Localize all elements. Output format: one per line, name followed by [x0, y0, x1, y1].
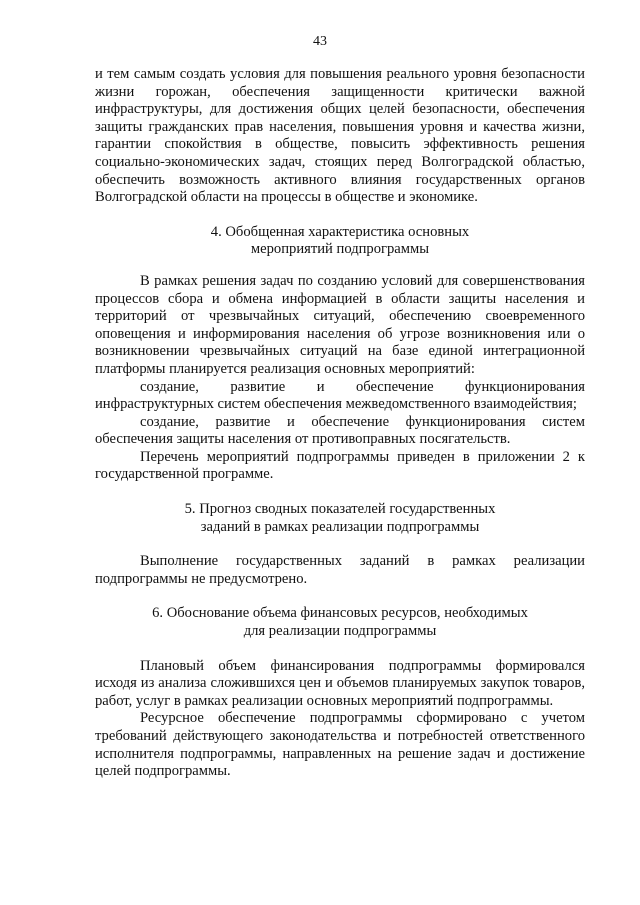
section-6-heading-line2: для реализации подпрограммы	[243, 623, 437, 640]
section-6-paragraph-2: Ресурсное обеспечение подпрограммы сформировано с учетом требований действующего законодательства и потребностей ответственного исполнителя подпрограммы, направленных на решение задач и достижение целей подпрограммы.	[95, 710, 585, 780]
section-6-heading	[95, 605, 585, 640]
section-4-paragraph-3: создание, развитие и обеспечение функционирования систем обеспечения защиты населения от противоправных посягательств.	[95, 413, 585, 448]
section-5-heading-line2: заданий в рамках реализации подпрограммы	[200, 518, 480, 535]
page-content	[95, 66, 585, 781]
section-4-heading-line1: 4. Обобщенная характеристика основных	[210, 223, 470, 240]
section-4-paragraph-4: Перечень мероприятий подпрограммы приведен в приложении 2 к государственной программе.	[95, 448, 585, 483]
section-6-heading-line1: 6. Обоснование объема финансовых ресурсов, необходимых	[152, 605, 528, 622]
page-number: 43	[313, 34, 327, 49]
section-5-paragraph-1: Выполнение государственных заданий в рамках реализации подпрограммы не предусмотрено.	[95, 553, 585, 587]
section-5-heading-line1: 5. Прогноз сводных показателей государственных	[184, 501, 496, 518]
section-4-paragraph-1: В рамках решения задач по созданию условий для совершенствования процессов сбора и обмена информацией в области защиты населения и территорий от чрезвычайных ситуаций, обеспечению своевременного оповещения и информирования населения об угрозе возникновения или о возникновении чрезвычайных ситуаций на базе единой интеграционной платформы планируется реализация основных мероприятий:	[95, 272, 585, 377]
intro-paragraph: и тем самым создать условия для повышения реального уровня безопасности жизни горожан, обеспечения защищенности критически важной инфраструктуры, для достижения общих целей безопасности, обеспечения защиты гражданских прав населения, повышения уровня и качества жизни, гарантии спокойствия в обществе, повысить эффективность решения социально-экономических задач, стоящих перед Волгоградской областью, обеспечить возможность активного влияния государственных органов Волгоградской области на процессы в обществе и экономике.	[95, 66, 585, 206]
section-4-paragraph-2: создание, развитие и обеспечение функционирования инфраструктурных систем обеспечения межведомственного взаимодействия;	[95, 378, 585, 413]
section-6-paragraph-1: Плановый объем финансирования подпрограммы формировался исходя из анализа сложившихся цен и объемов планируемых закупок товаров, работ, услуг в рамках реализации основных мероприятий подпрограммы.	[95, 657, 585, 709]
section-5-heading	[95, 501, 585, 536]
section-4-heading	[95, 224, 585, 259]
section-4-heading-line2: мероприятий подпрограммы	[250, 241, 430, 258]
